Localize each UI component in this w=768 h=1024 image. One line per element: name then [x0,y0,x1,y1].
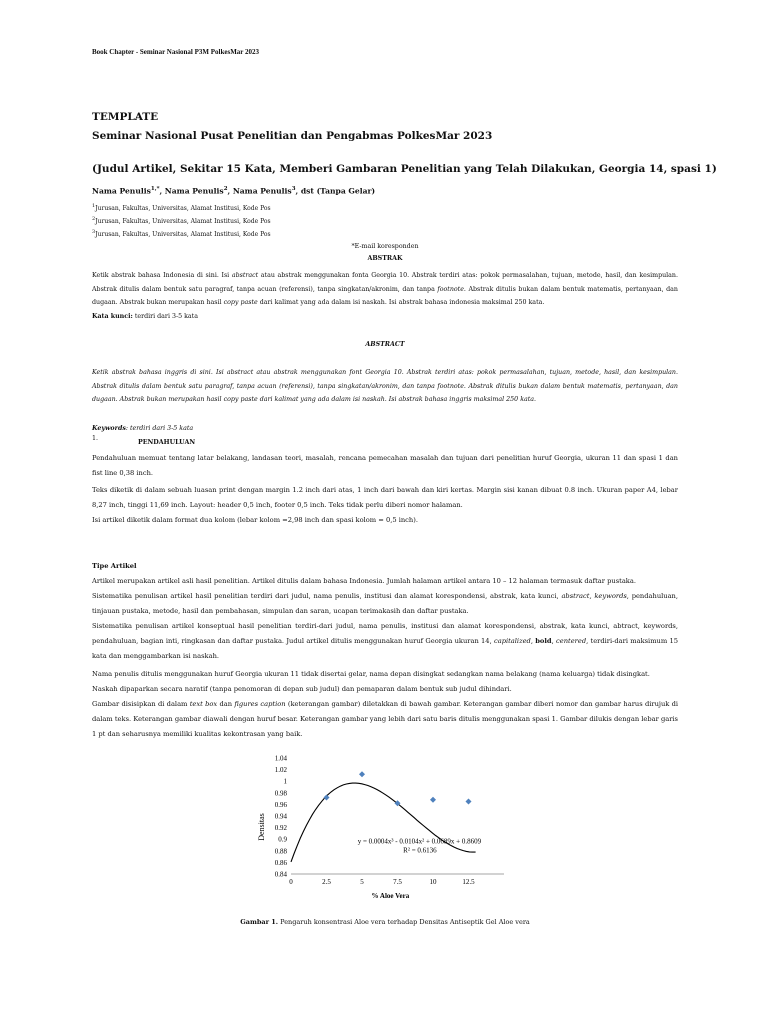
tipe-p5: Naskah dipaparkan secara naratif (tanpa penomoran di depan sub judul) dan pemaparan dalam bentuk sub judul dihindari. [92,685,512,693]
tipe-p2: Sistematika penulisan artikel hasil penelitian terdiri dari judul, nama penulis, institusi dan alamat korespondensi, abstrak, kata kunci, abstract, keywords, pendahuluan, tinjauan pustaka, metode, hasil dan pembahasan, simpulan dan saran, ucapan terimakasih dan daftar pustaka. [92,592,678,615]
data-point [430,797,436,803]
y-tick-label: 0.9 [278,835,287,844]
y-tick-label: 1.02 [274,766,287,775]
pendahuluan-p1: Pendahuluan memuat tentang latar belakang, landasan teori, masalah, rencana pemecahan masalah dan tujuan dari penelitian huruf Georgia, ukuran 11 dan spasi 1 dan fist line 0,38 inch. [92,454,678,477]
author-3: , Nama Penulis [227,186,292,196]
y-tick-label: 0.88 [274,847,287,856]
y-tick-label: 0.84 [274,870,287,879]
affiliation-3: $^3$Jurusan, Fakultas, Universitas, Alamat Institusi, Kode Pos [92,229,271,238]
trendline [291,783,476,862]
y-tick-label: 0.96 [274,800,287,809]
author-line [92,186,375,196]
seminar-title: Seminar Nasional Pusat Penelitian dan Pengabmas PolkesMar 2023 [92,130,493,142]
template-label: TEMPLATE [92,111,159,123]
affiliation-1: $^1$Jurusan, Fakultas, Universitas, Alamat Institusi, Kode Pos [92,203,271,212]
article-title: (Judul Artikel, Sekitar 15 Kata, Memberi Gambaran Penelitian yang Telah Dilakukan, Georgia 14, spasi 1) [92,163,717,175]
density-chart [254,752,514,904]
tipe-p6: Gambar disisipkan di dalam text box dan figures caption (keterangan gambar) diletakkan di bawah gambar. Keterangan gambar diberi nomor dan gambar harus dirujuk di dalam teks. Keterangan gambar diawali dengan huruf besar. Keterangan gambar yang lebih dari satu baris ditulis menggunakan spasi 1. Gambar dilukis dengan lebar garis 1 pt dan seharusnya memiliki kualitas kekontrasan yang baik. [92,700,679,738]
author-2: , Nama Penulis [159,186,224,196]
x-axis-label: % Aloe Vera [371,892,410,900]
pendahuluan-p2: Teks diketik di dalam sebuah luasan print dengan margin 1.2 inch dari atas, 1 inch dari bawah dan kiri kertas. Margin sisi kanan dibuat 0.8 inch. Ukuran paper A4, lebar 8,27 inch, tinggi 11,69 inch. Layout: header 0,5 inch, footer 0,5 inch. Teks tidak perlu diberi nomor halaman. [92,486,678,509]
email-note: *E-mail koresponden [351,243,419,250]
author-3-sup: 3 [291,186,296,192]
abstrak-heading: ABSTRAK [367,255,403,262]
tipe-p3: Sistematika penulisan artikel konseptual hasil penelitian terdiri-dari judul, nama penulis, institusi dan alamat korespondensi, abstrak, kata kunci, abtract, keywords, pendahuluan, bagian inti, ringkasan dan daftar pustaka. Judul artikel ditulis menggunakan huruf Georgia ukuran 14, capitalized, bold, centered, terdiri-dari maksimum 15 kata dan menggambarkan isi naskah. [92,622,678,660]
x-tick-label: 0 [289,878,293,886]
trend-equation: y = 0.0004x³ - 0.0104x² + 0.0689x + 0.8609 [357,837,482,846]
x-tick-label: 10 [429,878,437,886]
y-tick-label: 1.04 [274,754,287,763]
author-1: Nama Penulis [92,186,151,196]
y-tick-label: 0.98 [274,789,287,798]
figure-caption: Gambar 1. Pengaruh konsentrasi Aloe vera terhadap Densitas Antiseptik Gel Aloe vera [240,918,530,926]
running-header: Book Chapter - Seminar Nasional P3M PolkesMar 2023 [92,48,260,56]
tipe-p4: Nama penulis ditulis menggunakan huruf Georgia ukuran 11 tidak disertai gelar, nama depan disingkat sedangkan nama belakang (nama keluarga) tidak disingkat. [92,670,650,678]
data-point [324,794,330,800]
tipe-heading: Tipe Artikel [92,562,137,570]
x-tick-label: 12.5 [462,878,475,886]
x-tick-label: 7.5 [393,878,402,886]
abstract-heading: ABSTRACT [365,341,405,348]
data-point [466,799,472,805]
keywords: Keywords: terdiri dari 3-5 kata [92,425,194,432]
y-tick-label: 0.94 [274,812,287,821]
figure-1 [254,752,514,908]
abstract-paragraph: Ketik abstrak bahasa inggris di sini. Isi abstract atau abstrak menggunakan font Georgia 10. Abstrak terdiri atas: pokok permasalahan, tujuan, metode, hasil, dan kesimpulan. Abstrak ditulis dalam bentuk satu paragraf, tanpa acuan (referensi), tanpa singkatan/akronim, dan tanpa footnote. Abstrak ditulis bukan dalam bentuk matematis, pertanyaan, dan dugaan. Abstrak bukan merupakan hasil copy paste dari kalimat yang ada dalam isi naskah. Isi abstrak bahasa inggris maksimal 250 kata. [92,369,678,403]
y-tick-label: 0.86 [274,858,287,867]
tipe-p1: Artikel merupakan artikel asli hasil penelitian. Artikel ditulis dalam bahasa Indonesia. Jumlah halaman artikel antara 10 – 12 halaman termasuk daftar pustaka. [92,577,636,585]
y-tick-label: 0.92 [274,824,287,833]
pendahuluan-heading: PENDAHULUAN [138,439,196,446]
section-number: 1. [92,435,99,442]
y-tick-label: 1 [283,777,287,786]
kata-kunci: Kata kunci: terdiri dari 3-5 kata [92,313,198,320]
pendahuluan-p3: Isi artikel diketik dalam format dua kolom (lebar kolom =2,98 inch dan spasi kolom = 0,5 inch). [92,516,418,524]
author-2-sup: 2 [223,186,228,192]
x-tick-label: 5 [360,878,364,886]
y-axis-label: Densitas [257,813,266,841]
affiliation-2: $^2$Jurusan, Fakultas, Universitas, Alamat Institusi, Kode Pos [92,216,271,225]
author-1-sup: 1,* [150,186,160,192]
author-rest: , dst (Tanpa Gelar) [295,186,376,196]
abstrak-paragraph: Ketik abstrak bahasa Indonesia di sini. Isi abstract atau abstrak menggunakan fonta Georgia 10. Abstrak terdiri atas: pokok permasalahan, tujuan, metode, hasil, dan kesimpulan. Abstrak ditulis dalam bentuk satu paragraf, tanpa acuan (referensi), tanpa singkatan/akronim, dan tanpa footnote. Abstrak ditulis bukan dalam bentuk matematis, pertanyaan, dan dugaan. Abstrak bukan merupakan hasil copy paste dari kalimat yang ada dalam isi naskah. Isi abstrak bahasa indonesia maksimal 250 kata. [92,272,678,306]
x-tick-label: 2.5 [322,878,331,886]
trend-r2: R² = 0.6136 [403,846,437,855]
data-point [359,771,365,777]
